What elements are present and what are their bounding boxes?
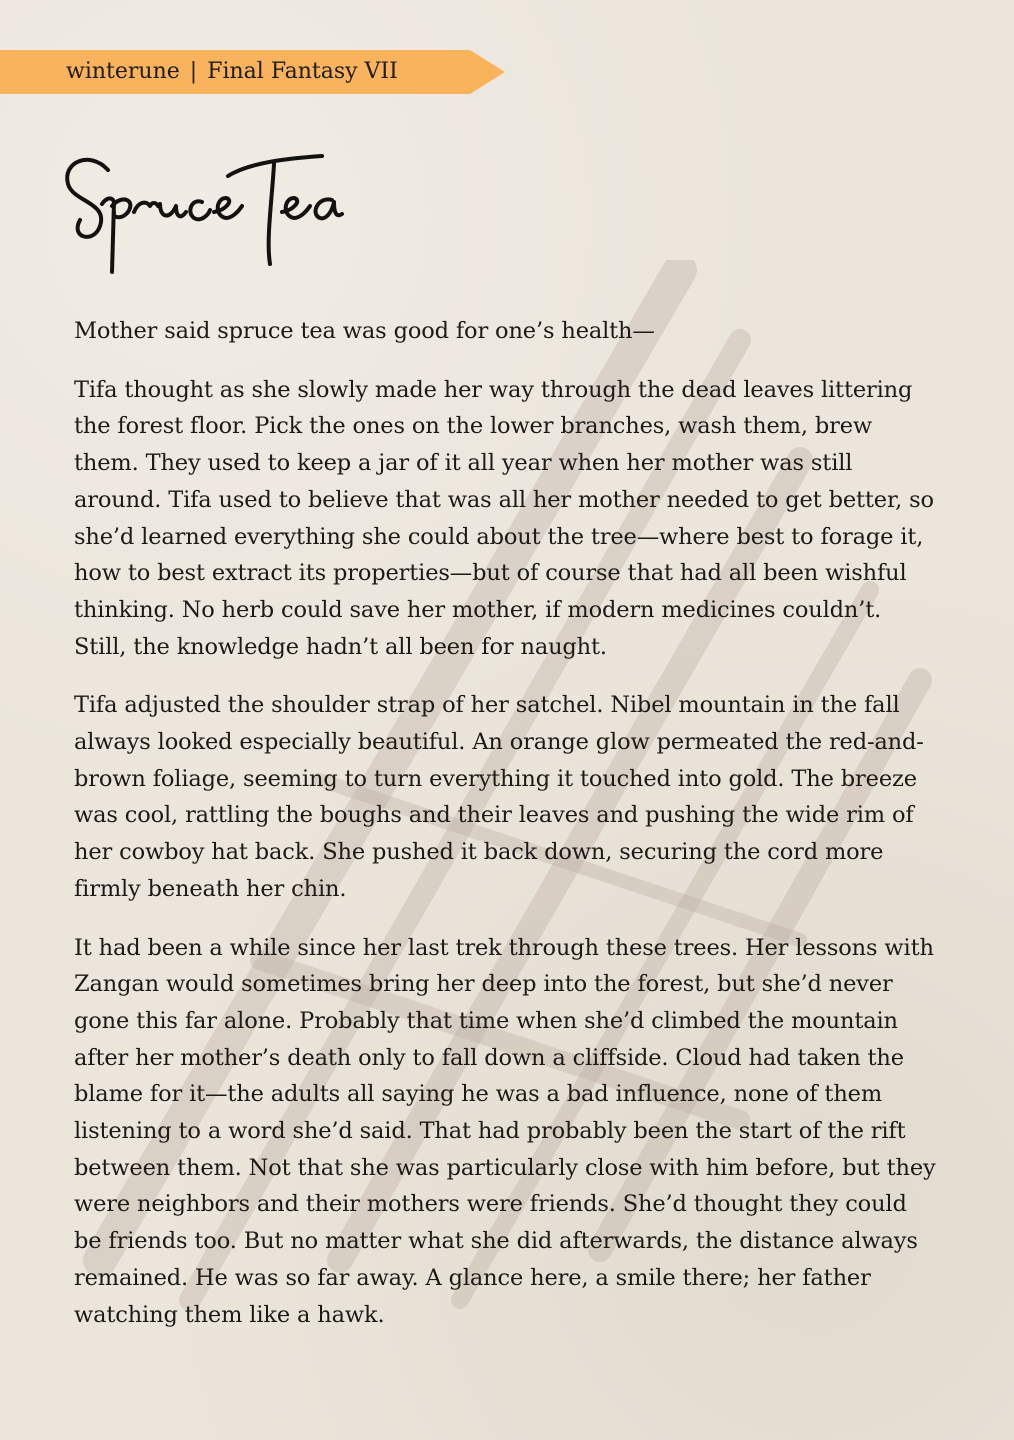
story-body [74, 313, 940, 1355]
fandom-name: Final Fantasy VII [207, 59, 398, 84]
header-banner [0, 50, 505, 94]
story-paragraph-4: It had been a while since her last trek through these trees. Her lessons with Zangan would sometimes bring her deep into the forest, but she’d never gone this far alone. Probably that time when she’d climbed the mountain after her mother’s death only to fall down a cliffside. Cloud had taken the blame for it—the adults all saying he was a bad influence, none of them listening to a word she’d said. That had probably been the start of the rift between them. Not that she was particularly close with him before, but they were neighbors and their mothers were friends. She’d thought they could be friends too. But no matter what she did afterwards, the distance always remained. He was so far away. A glance here, a smile there; her father watching them like a hawk. [74, 934, 936, 1328]
story-title-script [60, 140, 360, 280]
banner-text [66, 50, 398, 94]
story-paragraph-3: Tifa adjusted the shoulder strap of her satchel. Nibel mountain in the fall always looked especially beautiful. An orange glow permeated the red-and-brown foliage, seeming to turn everything it touched into gold. The breeze was cool, rattling the boughs and their leaves and pushing the wide rim of her cowboy hat back. She pushed it back down, securing the cord more firmly beneath her chin. [74, 692, 924, 902]
author-name: winterune [66, 59, 180, 84]
banner-separator: | [189, 59, 198, 84]
story-paragraph-2: Tifa thought as she slowly made her way through the dead leaves littering the forest floor. Pick the ones on the lower branches, wash them, brew them. They used to keep a jar of it all year when her mother was still around. Tifa used to believe that was all her mother needed to get better, so she’d learned everything she could about the tree—where best to forage it, how to best extract its properties—but of course that had all been wishful thinking. No herb could save her mother, if modern medicines couldn’t. Still, the knowledge hadn’t all been for naught. [74, 376, 934, 660]
story-paragraph-1: Mother said spruce tea was good for one’s health— [74, 318, 655, 344]
